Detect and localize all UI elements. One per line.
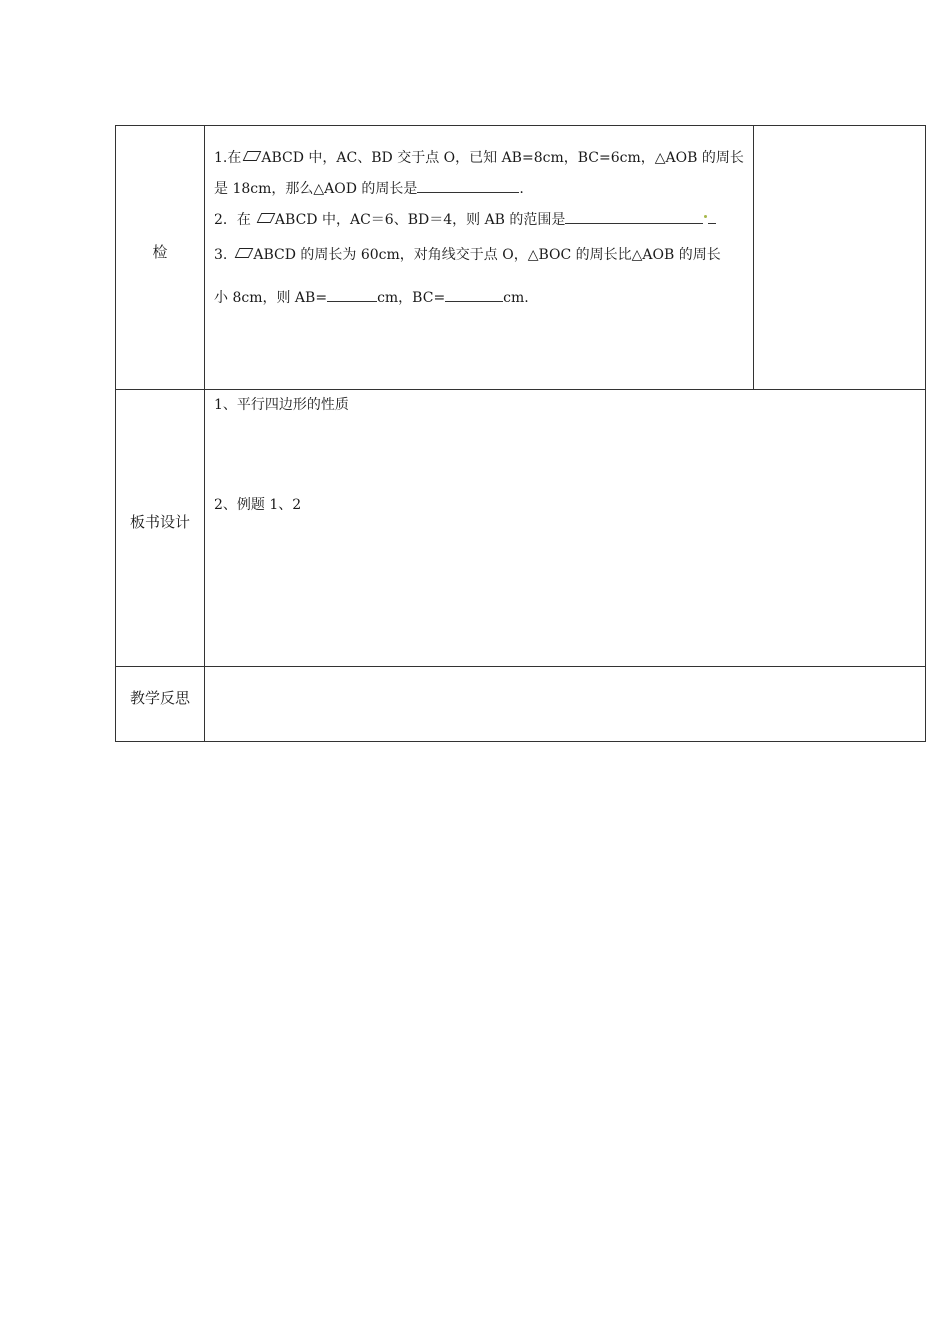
row-label-check: 检 [152,243,168,261]
board-item-1: 1、平行四边形的性质 [214,397,349,413]
question-3-text-cont: 小 8cm，则 AB= [214,290,328,306]
question-2-prefix: 2．在 [214,212,251,228]
question-1-text-cont: 是 18cm，那么△AOD 的周长是 [214,181,418,197]
question-1-number: 1. [214,150,228,166]
mark-dot-icon [704,215,707,218]
answer-blank-ab-range[interactable] [565,208,703,224]
row-label-reflection: 教学反思 [129,689,190,707]
notes-cell[interactable] [754,126,925,389]
question-3-line-1 [214,245,721,265]
question-3-line-2 [214,286,529,308]
answer-blank-ab-range-tail [708,208,716,224]
table-border-left [115,125,116,742]
question-3-text: ABCD 的周长为 60cm，对角线交于点 O，△BOC 的周长比△AOB 的周长 [253,247,721,263]
question-2-text: ABCD 中，AC＝6、BD＝4，则 AB 的范围是 [274,212,566,228]
label-column-divider [204,125,205,742]
question-1-text: ABCD 中，AC、BD 交于点 O，已知 AB=8cm，BC=6cm，△AOB 的周长 [261,150,744,166]
question-1-line-1 [214,148,744,168]
row-divider-1 [115,389,926,390]
parallelogram-icon [243,151,262,161]
answer-blank-bc[interactable] [445,286,503,302]
row-label-board-design: 板书设计 [129,513,190,531]
table-border-bottom [115,741,926,742]
answer-blank-ab[interactable] [327,286,377,302]
question-1-prefix: 在 [227,150,242,166]
parallelogram-icon [235,248,254,258]
question-2-line [214,208,716,230]
question-1-period: . [519,181,524,197]
question-3-unit: cm. [503,290,529,306]
table-border-right [925,125,926,742]
parallelogram-icon [257,213,276,223]
question-3-number: 3. [214,247,228,263]
question-3-bc-label: cm，BC= [377,290,446,306]
question-1-line-2 [214,177,524,199]
reflection-cell[interactable] [205,667,925,741]
answer-blank-aod-perimeter[interactable] [417,177,519,193]
board-item-2: 2、例题 1、2 [214,497,302,513]
